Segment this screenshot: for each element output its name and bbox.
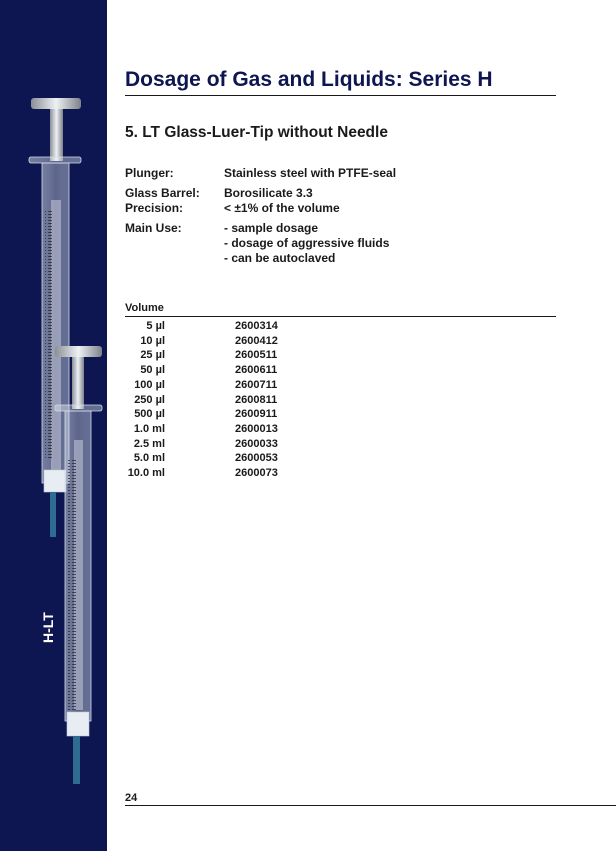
- spec-value: - can be autoclaved: [224, 251, 336, 265]
- spec-row-glass-barrel: [125, 186, 396, 201]
- table-row: [125, 451, 278, 466]
- section-title: 5. LT Glass-Luer-Tip without Needle: [125, 124, 388, 141]
- spec-value: < ±1% of the volume: [224, 201, 340, 215]
- page-title: Dosage of Gas and Liquids: Series H: [125, 68, 556, 96]
- article-code: 2600013: [235, 422, 278, 435]
- volume-size: 10 µl: [140, 334, 165, 347]
- article-code: 2600314: [235, 320, 278, 332]
- footer-divider: [125, 805, 616, 806]
- table-row: [125, 422, 278, 437]
- article-code: 2600811: [235, 393, 278, 406]
- article-code: 2600073: [235, 467, 278, 480]
- volume-size: 5 µl: [146, 320, 165, 332]
- article-code: 2600033: [235, 437, 278, 450]
- spec-row-precision: [125, 201, 396, 216]
- volume-table: [125, 319, 278, 481]
- spec-value: - sample dosage: [224, 221, 319, 235]
- spec-value: Borosilicate 3.3: [224, 186, 313, 200]
- volume-size: 250 µl: [134, 393, 165, 406]
- volume-size: 500 µl: [134, 408, 165, 421]
- article-code: 2600611: [235, 364, 278, 377]
- volume-size: 10.0 ml: [127, 467, 165, 480]
- volume-size: 2.5 ml: [133, 437, 165, 450]
- spec-value: Stainless steel with PTFE-seal: [224, 166, 397, 180]
- spec-list: [125, 166, 396, 266]
- volume-size: 1.0 ml: [133, 422, 165, 435]
- table-row: [125, 437, 278, 452]
- spec-row-plunger: [125, 166, 396, 181]
- volume-table-header: Volume: [125, 302, 556, 317]
- spec-row-main-use: [125, 221, 396, 266]
- volume-size: 25 µl: [140, 349, 165, 362]
- article-code: 2600711: [235, 378, 278, 391]
- syringe-illustration: [0, 0, 110, 851]
- table-row: [125, 348, 278, 363]
- table-row: [125, 334, 278, 349]
- volume-size: 50 µl: [140, 364, 165, 377]
- table-row: [125, 466, 278, 481]
- article-code: 2600911: [235, 408, 278, 421]
- series-side-label: H-LT: [40, 612, 56, 643]
- article-code: 2600412: [235, 334, 278, 347]
- table-row: [125, 319, 278, 334]
- spec-label: Precision:: [125, 201, 184, 215]
- volume-size: 100 µl: [134, 378, 165, 391]
- article-code: 2600053: [235, 452, 278, 465]
- table-row: [125, 393, 278, 408]
- volume-size: 5.0 ml: [133, 452, 165, 465]
- table-row: [125, 363, 278, 378]
- spec-label: Main Use:: [125, 221, 182, 235]
- article-code: 2600511: [235, 349, 278, 362]
- spec-value: - dosage of aggressive fluids: [224, 236, 390, 250]
- table-row: [125, 378, 278, 393]
- page-number: 24: [125, 792, 138, 804]
- spec-label: Plunger:: [125, 166, 174, 180]
- spec-label: Glass Barrel:: [125, 186, 200, 200]
- table-row: [125, 407, 278, 422]
